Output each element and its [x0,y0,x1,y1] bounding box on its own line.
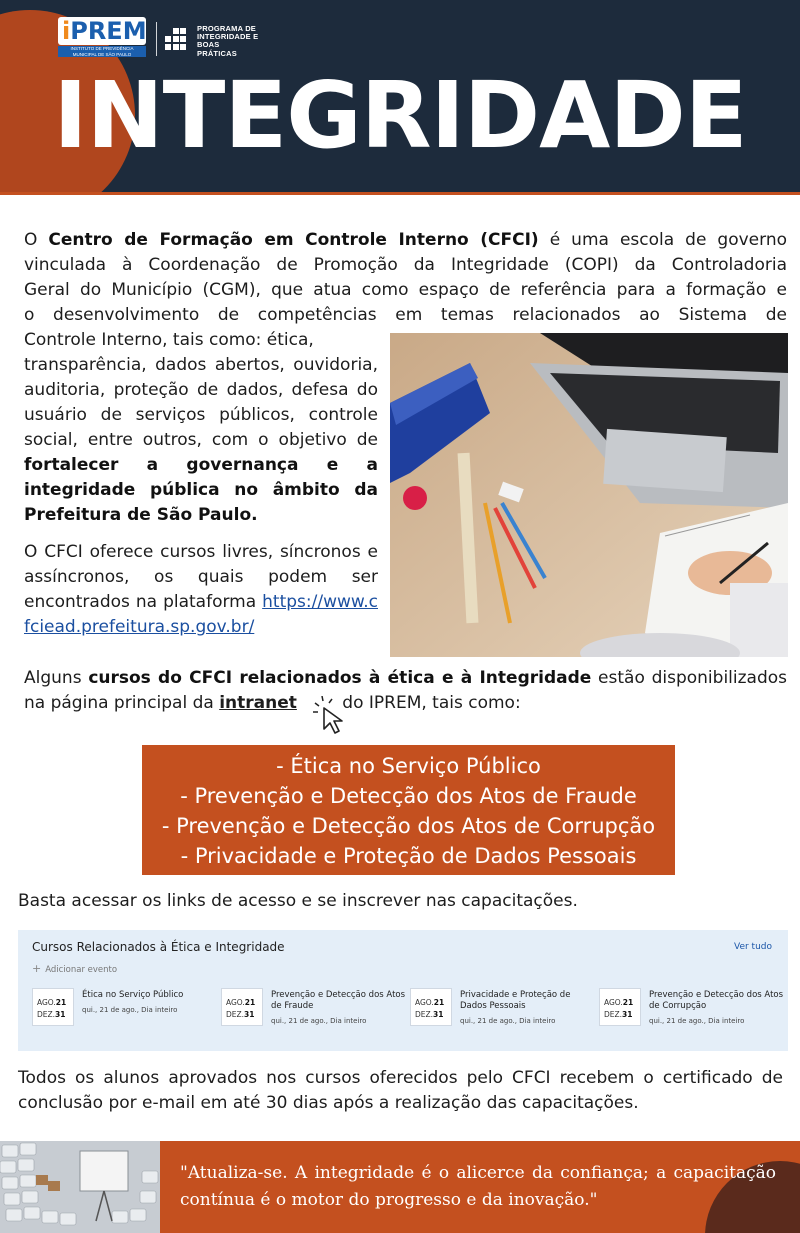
event-card[interactable] [410,988,595,1032]
keyboard-illustration [0,1141,160,1233]
event-card[interactable] [599,988,784,1032]
intranet-events-panel [18,930,788,1051]
iprem-logo [58,17,146,57]
page-title: INTEGRIDADE [53,62,747,169]
course-item: - Prevenção e Detecção dos Atos de Fraude [180,784,637,808]
iprem-logo-subtitle: INSTITUTO DE PREVIDÊNCIA MUNICIPAL DE SÃO PAULO [58,46,146,57]
event-card[interactable] [32,988,217,1032]
courses-bold: cursos do CFCI relacionados à ética e à Integridade [88,668,592,688]
event-card[interactable] [221,988,406,1032]
event-date [221,988,263,1026]
quote-banner [160,1141,800,1233]
courses-intro-paragraph [24,666,787,716]
event-meta: qui., 21 de ago., Dia inteiro [649,1017,745,1025]
add-event-label: Adicionar evento [45,965,118,975]
date-number: 21 [433,998,445,1007]
date-number: 31 [55,1010,66,1019]
iprem-logo-word: iPREM [62,17,147,45]
quote-text: "Atualiza-se. A integridade é o alicerce da confiança; a capacitação contínua é o motor do progresso e da inovação." [180,1163,776,1210]
date-number: 31 [244,1010,255,1019]
event-name: Prevenção e Detecção dos Atos de Corrupção [649,990,784,1011]
see-all-link[interactable]: Ver tudo [733,942,772,952]
date-label: DEZ. [226,1010,245,1019]
left-column-text [24,353,378,640]
program-logo-icon [165,28,187,50]
cfciead-link[interactable]: https://www.cfciead.prefeitura.sp.gov.br/ [24,592,378,637]
course-item: - Ética no Serviço Público [276,754,541,778]
course-list-box [142,745,675,875]
courses-intro-text [24,666,787,716]
course-item: - Privacidade e Proteção de Dados Pessoais [180,844,637,868]
event-name: Privacidade e Proteção de Dados Pessoais [460,990,571,1011]
event-date [32,988,74,1026]
keyboard-presentation-image [0,1141,160,1233]
intro-line: Geral do Município (CGM), que atua como espaço de referência para a formação e [24,280,787,300]
certificate-text: Todos os alunos aprovados nos cursos oferecidos pelo CFCI recebem o certificado de conclusão por e-mail em até 30 dias após a realização das capacitações. [18,1068,783,1113]
date-label: AGO. [37,998,56,1007]
objective-bold: fortalecer a governança e a integridade pública no âmbito da Prefeitura de São Paulo. [24,455,378,525]
header-banner [0,0,800,192]
laptop-desk-illustration [390,333,788,657]
event-meta: qui., 21 de ago., Dia inteiro [460,1017,556,1025]
date-number: 21 [244,998,256,1007]
event-meta: qui., 21 de ago., Dia inteiro [271,1017,367,1025]
intro-line: vinculada à Coordenação de Promoção da Integridade (COPI) da Controladoria [24,255,787,275]
text: O [24,230,49,250]
intro-line: o desenvolvimento de competências em temas relacionados ao Sistema de [24,305,787,325]
plus-icon: + [32,962,42,975]
intranet-link[interactable]: intranet [219,693,297,713]
enroll-instruction: Basta acessar os links de acesso e se inscrever nas capacitações. [18,891,578,911]
date-label: DEZ. [415,1010,434,1019]
date-label: DEZ. [604,1010,623,1019]
date-number: 31 [622,1010,633,1019]
text: transparência, dados abertos, ouvidoria, auditoria, proteção de dados, defesa do usuário de serviços públicos, controle social, entre outros, com o objetivo de [24,355,378,450]
program-logo-line: PRÁTICAS [197,48,237,58]
date-number: 21 [622,998,634,1007]
add-event-button[interactable] [32,962,117,975]
event-name: Ética no Serviço Público [82,990,184,1000]
cfci-name: Centro de Formação em Controle Interno (CFCI) [48,230,539,250]
text: Alguns [24,668,89,688]
logo-divider [156,22,157,56]
text: é uma escola de governo [538,230,788,250]
event-name: Prevenção e Detecção dos Atos de Fraude [271,990,406,1011]
cursor-click-icon [313,696,349,734]
date-number: 31 [433,1010,444,1019]
event-date [410,988,452,1026]
event-meta: qui., 21 de ago., Dia inteiro [82,1006,178,1014]
program-logo-text [197,25,258,58]
text: do IPREM, tais como: [336,693,521,713]
objectives-paragraph [24,353,378,528]
date-label: DEZ. [37,1010,56,1019]
panel-title: Cursos Relacionados à Ética e Integridade [32,940,285,954]
program-logo-line: PROGRAMA DE [197,24,257,33]
date-label: AGO. [226,998,245,1007]
text: estão disponibilizados na página principal da [24,668,788,713]
date-label: AGO. [415,998,434,1007]
certificate-paragraph [18,1066,783,1116]
program-logo-line: INTEGRIDADE E [197,32,259,42]
laptop-desk-photo [390,333,788,657]
intro-line [24,228,787,253]
course-item: - Prevenção e Detecção dos Atos de Corrupção [161,814,656,838]
program-logo-line: BOAS [197,40,220,50]
intro-line: Controle Interno, tais como: ética, [24,330,314,350]
header-underline [0,192,800,195]
text: O CFCI oferece cursos livres, síncronos e assíncronos, os quais podem ser encontrados na plataforma [24,542,378,612]
courses-platform-paragraph [24,540,378,640]
date-number: 21 [55,998,67,1007]
date-label: AGO. [604,998,623,1007]
event-date [599,988,641,1026]
